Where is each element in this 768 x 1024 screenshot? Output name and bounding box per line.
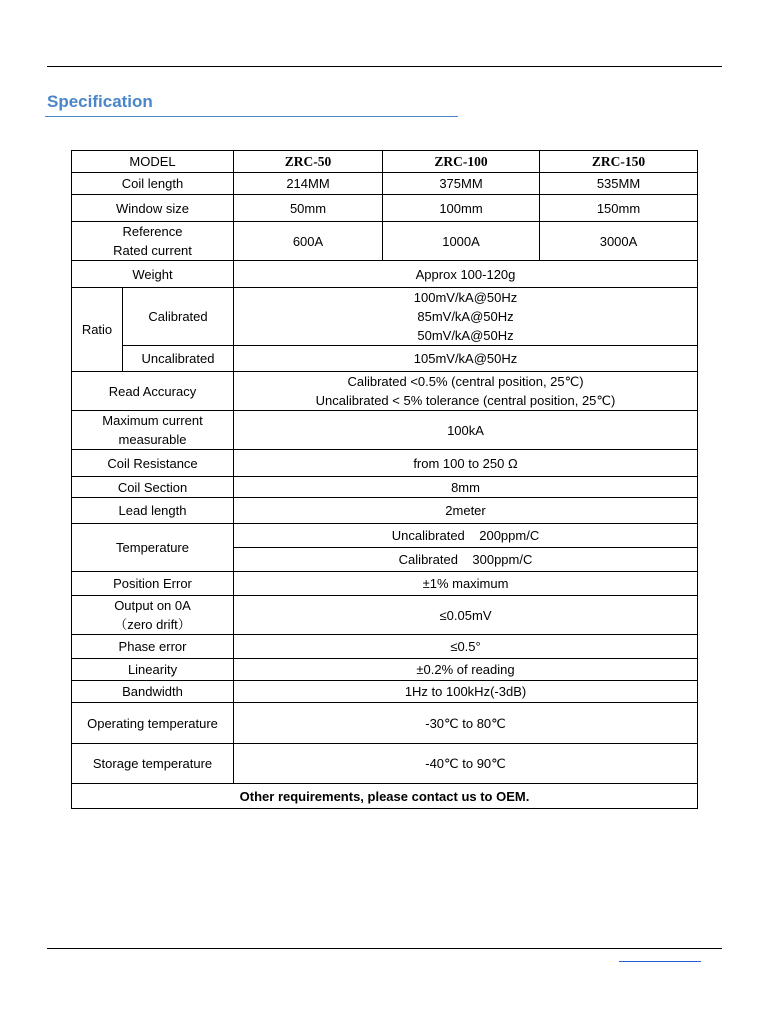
table-row-ratio-uncalibrated [72, 346, 698, 372]
footer-note: Other requirements, please contact us to OEM. [72, 784, 698, 809]
table-row-temperature-uncalibrated [72, 524, 698, 548]
table-row-operating-temperature [72, 703, 698, 744]
bandwidth-label: Bandwidth [72, 681, 234, 703]
table-row-output-0a [72, 596, 698, 635]
table-row-ratio-calibrated [72, 288, 698, 346]
position-error-value: ±1% maximum [234, 572, 698, 596]
model-label: MODEL [72, 151, 234, 173]
weight-label: Weight [72, 261, 234, 288]
linearity-label: Linearity [72, 659, 234, 681]
model-zrc-150: ZRC-150 [540, 151, 698, 173]
table-row-bandwidth [72, 681, 698, 703]
table-row-read-accuracy [72, 372, 698, 411]
rated-current-zrc-50: 600A [234, 222, 383, 261]
operating-temperature-label: Operating temperature [72, 703, 234, 744]
table-row-linearity [72, 659, 698, 681]
coil-length-zrc-50: 214MM [234, 173, 383, 195]
window-size-label: Window size [72, 195, 234, 222]
coil-section-label: Coil Section [72, 477, 234, 498]
phase-error-label: Phase error [72, 635, 234, 659]
phase-error-value: ≤0.5° [234, 635, 698, 659]
output-0a-label-line1: Output on 0A [114, 598, 191, 613]
window-size-zrc-150: 150mm [540, 195, 698, 222]
temperature-uncalibrated-value: Uncalibrated 200ppm/C [234, 524, 698, 548]
operating-temperature-value: -30℃ to 80℃ [234, 703, 698, 744]
storage-temperature-value: -40℃ to 90℃ [234, 744, 698, 784]
position-error-label: Position Error [72, 572, 234, 596]
output-0a-label [72, 596, 234, 635]
temperature-label: Temperature [72, 524, 234, 572]
ratio-uncalibrated-label: Uncalibrated [123, 346, 234, 372]
table-row-position-error [72, 572, 698, 596]
storage-temperature-label: Storage temperature [72, 744, 234, 784]
read-accuracy-value [234, 372, 698, 411]
temperature-calibrated-value: Calibrated 300ppm/C [234, 548, 698, 572]
footer-link-underline[interactable] [619, 961, 701, 962]
lead-length-label: Lead length [72, 498, 234, 524]
max-current-value: 100kA [234, 411, 698, 450]
table-row-coil-resistance [72, 450, 698, 477]
ratio-label: Ratio [72, 288, 123, 372]
window-size-zrc-50: 50mm [234, 195, 383, 222]
read-accuracy-label: Read Accuracy [72, 372, 234, 411]
model-zrc-50: ZRC-50 [234, 151, 383, 173]
read-accuracy-calibrated: Calibrated <0.5% (central position, 25℃) [347, 374, 584, 389]
coil-length-zrc-100: 375MM [383, 173, 540, 195]
ratio-calibrated-value-1: 100mV/kA@50Hz [413, 290, 518, 305]
model-zrc-100: ZRC-100 [383, 151, 540, 173]
ratio-calibrated-label: Calibrated [123, 288, 234, 346]
rated-current-label [72, 222, 234, 261]
bandwidth-value: 1Hz to 100kHz(-3dB) [234, 681, 698, 703]
table-row-window-size [72, 195, 698, 222]
coil-resistance-label: Coil Resistance [72, 450, 234, 477]
max-current-label [72, 411, 234, 450]
coil-length-label: Coil length [72, 173, 234, 195]
max-current-label-line2: measurable [118, 432, 187, 447]
table-row-rated-current [72, 222, 698, 261]
coil-section-value: 8mm [234, 477, 698, 498]
table-row-footer-note [72, 784, 698, 809]
output-0a-label-line2: （zero drift） [114, 617, 191, 632]
rated-current-label-line1: Reference [122, 224, 183, 239]
table-row-weight [72, 261, 698, 288]
read-accuracy-uncalibrated: Uncalibrated < 5% tolerance (central position, 25℃) [315, 393, 616, 408]
ratio-calibrated-values [234, 288, 698, 346]
footer-rule [47, 948, 722, 949]
table-row-phase-error [72, 635, 698, 659]
rated-current-zrc-100: 1000A [383, 222, 540, 261]
ratio-calibrated-value-3: 50mV/kA@50Hz [417, 328, 514, 343]
header-rule [47, 66, 722, 67]
coil-resistance-value: from 100 to 250 Ω [234, 450, 698, 477]
table-row-storage-temperature [72, 744, 698, 784]
section-title-underline [45, 116, 458, 117]
table-row-coil-section [72, 477, 698, 498]
specification-table [71, 150, 698, 809]
window-size-zrc-100: 100mm [383, 195, 540, 222]
rated-current-label-line2: Rated current [113, 243, 192, 258]
table-row-model [72, 151, 698, 173]
table-row-max-current [72, 411, 698, 450]
max-current-label-line1: Maximum current [102, 413, 203, 428]
output-0a-value: ≤0.05mV [234, 596, 698, 635]
ratio-calibrated-value-2: 85mV/kA@50Hz [417, 309, 514, 324]
rated-current-zrc-150: 3000A [540, 222, 698, 261]
section-title: Specification [47, 92, 153, 111]
coil-length-zrc-150: 535MM [540, 173, 698, 195]
weight-value: Approx 100-120g [234, 261, 698, 288]
lead-length-value: 2meter [234, 498, 698, 524]
table-row-coil-length [72, 173, 698, 195]
table-row-lead-length [72, 498, 698, 524]
ratio-uncalibrated-value: 105mV/kA@50Hz [234, 346, 698, 372]
linearity-value: ±0.2% of reading [234, 659, 698, 681]
